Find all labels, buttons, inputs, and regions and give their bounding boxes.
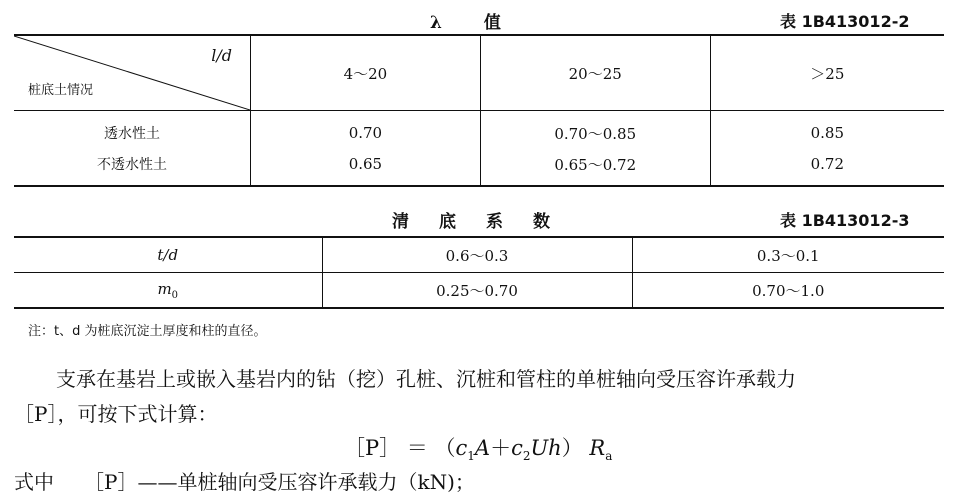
column-header: 4～20 (251, 35, 481, 111)
header-ld-label: l/d (211, 46, 232, 65)
where-definition: ——单桩轴向受压容许承载力（kN)； (137, 470, 475, 494)
body-paragraph-line1: 支承在基岩上或嵌入基岩内的钻（挖）孔桩、沉桩和管柱的单桩轴向受压容许承载力 (56, 367, 796, 391)
lambda-table (14, 34, 944, 187)
table-cell: 0.3～0.1 (632, 237, 944, 273)
formula-plus: ＋ (490, 436, 512, 460)
table-cell: 0.25～0.70 (322, 273, 632, 309)
formula-Uh: Uh (530, 436, 562, 460)
table-cell: 0.70～1.0 (632, 273, 944, 309)
table-cell: 0.70 (251, 111, 481, 150)
formula-open-paren: （ (434, 436, 456, 460)
where-clause (14, 466, 475, 495)
table-cell: 0.70～0.85 (480, 111, 710, 150)
column-header: 20～25 (480, 35, 710, 111)
table-cell: 0.72 (710, 149, 944, 186)
table-row (14, 111, 944, 150)
row-label: 透水性土 (104, 126, 160, 142)
table-row (14, 149, 944, 186)
table2-number: 表 1B413012-3 (780, 211, 910, 230)
formula-close-paren: ） (561, 436, 583, 460)
cleaning-coefficient-table (14, 236, 944, 309)
table-cell: 0.65～0.72 (480, 149, 710, 186)
table-header-row (14, 35, 944, 111)
table-cell: 0.6～0.3 (322, 237, 632, 273)
header-condition-label: 桩底土情况 (28, 83, 94, 98)
formula-R: R (589, 436, 606, 460)
formula-R-sub: a (605, 449, 613, 464)
formula-c2: c (511, 436, 523, 460)
table2-title: 清底系数 (392, 212, 580, 232)
row-label: t/d (14, 237, 322, 273)
row-label: 不透水性土 (97, 157, 167, 173)
m-symbol: m (157, 279, 172, 298)
formula-c1: c (455, 436, 468, 460)
table1-number: 表 1B413012-2 (780, 12, 910, 31)
formula-c2-sub: 2 (522, 449, 531, 464)
formula (344, 432, 612, 463)
table-note: 注：t、d 为桩底沉淀土厚度和柱的直径。 (28, 324, 267, 339)
body-paragraph-line2: ［P］，可按下式计算： (14, 402, 218, 426)
table-cell: 0.85 (710, 111, 944, 150)
row-label (14, 273, 322, 309)
table-cell: 0.65 (251, 149, 481, 186)
m-subscript: 0 (171, 289, 179, 301)
where-lead: 式中 (14, 470, 54, 494)
table-row (14, 237, 944, 273)
diagonal-header-cell (14, 35, 251, 111)
table-row (14, 273, 944, 309)
table1-title: λ 值 (430, 13, 519, 33)
formula-c1-sub: 1 (467, 449, 475, 464)
column-header: ＞25 (710, 35, 944, 111)
formula-A: A (474, 436, 491, 460)
formula-lhs: ［P］ ＝ (344, 436, 435, 460)
where-symbol: ［P］ (84, 470, 138, 494)
